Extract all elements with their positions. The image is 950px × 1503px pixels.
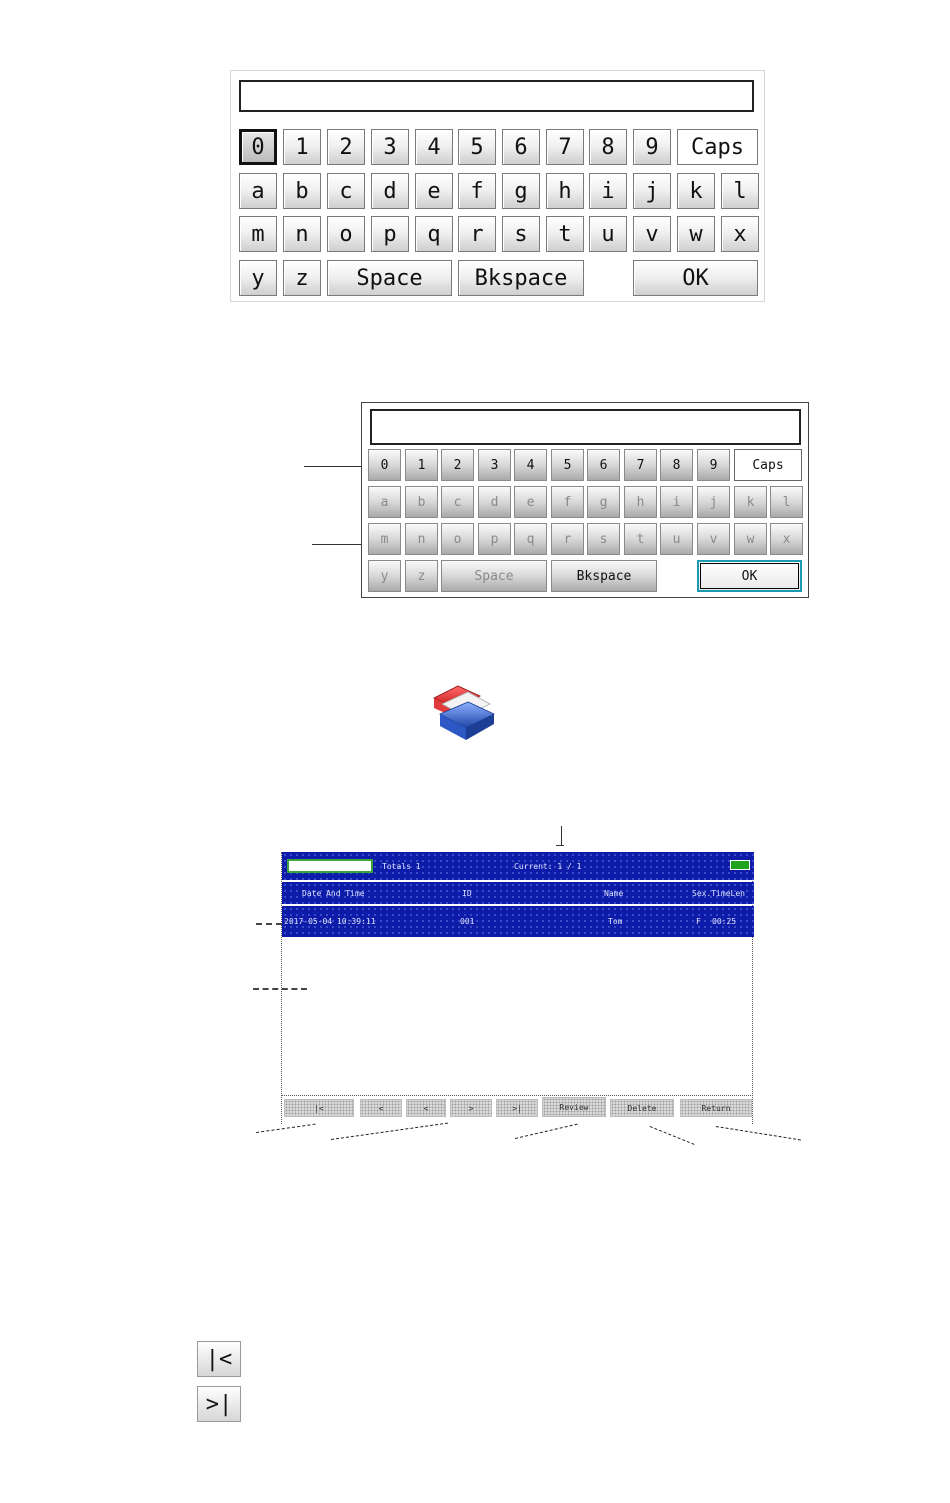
key-3[interactable]: 3: [478, 449, 511, 481]
table-row[interactable]: [282, 906, 754, 937]
key-4[interactable]: 4: [514, 449, 547, 481]
key-v[interactable]: v: [697, 523, 730, 555]
callout-line-btn2: [331, 1123, 448, 1140]
prev-button-2[interactable]: <: [406, 1099, 446, 1117]
row-sex: F: [696, 917, 701, 926]
key-7[interactable]: 7: [546, 129, 584, 165]
last-page-icon-button[interactable]: >|: [197, 1386, 241, 1422]
key-1[interactable]: 1: [283, 129, 321, 165]
key-m[interactable]: m: [368, 523, 401, 555]
key-7[interactable]: 7: [624, 449, 657, 481]
row-date: 2017-05-04 10:39:11: [284, 917, 376, 926]
first-page-icon-button[interactable]: |<: [197, 1341, 241, 1377]
backspace-key[interactable]: Bkspace: [551, 560, 657, 592]
space-key[interactable]: Space: [441, 560, 547, 592]
caps-key[interactable]: Caps: [677, 129, 758, 165]
records-folder-icon: [428, 684, 498, 746]
key-t[interactable]: t: [624, 523, 657, 555]
key-c[interactable]: c: [327, 173, 365, 209]
key-9[interactable]: 9: [633, 129, 671, 165]
key-3[interactable]: 3: [371, 129, 409, 165]
current-label: Current: 1 / 1: [514, 862, 582, 871]
column-id: ID: [462, 889, 472, 898]
callout-line-list: [253, 988, 307, 990]
key-k[interactable]: k: [677, 173, 715, 209]
key-s[interactable]: s: [587, 523, 620, 555]
callout-line-numbers: [304, 466, 366, 467]
key-e[interactable]: e: [415, 173, 453, 209]
backspace-key[interactable]: Bkspace: [458, 260, 584, 296]
key-s[interactable]: s: [502, 216, 540, 252]
column-header: [282, 882, 754, 904]
key-m[interactable]: m: [239, 216, 277, 252]
key-w[interactable]: w: [677, 216, 715, 252]
list-bottom-border: [281, 1095, 753, 1096]
key-h[interactable]: h: [624, 486, 657, 518]
callout-line-btn3: [515, 1124, 578, 1139]
column-sex-timelen: Sex.TimeLen: [692, 889, 745, 898]
caps-key[interactable]: Caps: [734, 449, 802, 481]
column-name: Name: [604, 889, 624, 898]
row-timelen: 00:25: [712, 917, 737, 926]
key-y[interactable]: y: [368, 560, 401, 592]
key-0[interactable]: 0: [239, 129, 277, 165]
key-4[interactable]: 4: [415, 129, 453, 165]
key-p[interactable]: p: [478, 523, 511, 555]
key-j[interactable]: j: [633, 173, 671, 209]
key-g[interactable]: g: [502, 173, 540, 209]
key-o[interactable]: o: [441, 523, 474, 555]
prev-page-button[interactable]: <: [360, 1099, 402, 1117]
key-8[interactable]: 8: [660, 449, 693, 481]
callout-line-top: [561, 826, 562, 846]
row-name: Tom: [608, 917, 623, 926]
totals-label: Totals 1: [382, 862, 421, 871]
key-a[interactable]: a: [368, 486, 401, 518]
first-page-button[interactable]: |<: [284, 1099, 354, 1117]
record-list-screen: [281, 852, 753, 1124]
key-f[interactable]: f: [551, 486, 584, 518]
return-button[interactable]: Return: [680, 1099, 752, 1117]
next-page-button[interactable]: >: [450, 1099, 492, 1117]
key-t[interactable]: t: [546, 216, 584, 252]
key-i[interactable]: i: [589, 173, 627, 209]
key-g[interactable]: g: [587, 486, 620, 518]
status-bar: [282, 852, 754, 880]
key-q[interactable]: q: [514, 523, 547, 555]
key-f[interactable]: f: [458, 173, 496, 209]
key-l[interactable]: l: [721, 173, 759, 209]
row-id: 001: [460, 917, 475, 926]
search-input[interactable]: [287, 859, 373, 873]
key-8[interactable]: 8: [589, 129, 627, 165]
key-0[interactable]: 0: [368, 449, 401, 481]
key-x[interactable]: x: [770, 523, 803, 555]
key-1[interactable]: 1: [405, 449, 438, 481]
callout-line-letters: [312, 544, 367, 545]
keyboard-compact-input-field[interactable]: [370, 409, 801, 445]
battery-icon: [730, 860, 750, 870]
delete-button[interactable]: Delete: [610, 1099, 674, 1117]
callout-line-btn5: [716, 1126, 801, 1140]
key-5[interactable]: 5: [458, 129, 496, 165]
key-h[interactable]: h: [546, 173, 584, 209]
key-d[interactable]: d: [371, 173, 409, 209]
key-z[interactable]: z: [405, 560, 438, 592]
key-i[interactable]: i: [660, 486, 693, 518]
key-6[interactable]: 6: [502, 129, 540, 165]
key-r[interactable]: r: [458, 216, 496, 252]
keyboard-input-field[interactable]: [239, 80, 754, 112]
key-u[interactable]: u: [660, 523, 693, 555]
key-b[interactable]: b: [283, 173, 321, 209]
ok-key[interactable]: OK: [633, 260, 758, 296]
key-n[interactable]: n: [283, 216, 321, 252]
key-w[interactable]: w: [734, 523, 767, 555]
key-v[interactable]: v: [633, 216, 671, 252]
key-2[interactable]: 2: [327, 129, 365, 165]
key-q[interactable]: q: [415, 216, 453, 252]
callout-line-btn1: [256, 1124, 316, 1133]
key-b[interactable]: b: [405, 486, 438, 518]
key-x[interactable]: x: [721, 216, 759, 252]
callout-line-btn4: [650, 1126, 695, 1145]
key-c[interactable]: c: [441, 486, 474, 518]
keyboard-compact: [361, 402, 809, 598]
key-p[interactable]: p: [371, 216, 409, 252]
last-page-button[interactable]: >|: [496, 1099, 538, 1117]
key-y[interactable]: y: [239, 260, 277, 296]
keyboard-full: [230, 70, 765, 302]
key-z[interactable]: z: [283, 260, 321, 296]
key-6[interactable]: 6: [587, 449, 620, 481]
key-5[interactable]: 5: [551, 449, 584, 481]
key-r[interactable]: r: [551, 523, 584, 555]
key-l[interactable]: l: [770, 486, 803, 518]
key-2[interactable]: 2: [441, 449, 474, 481]
column-date: Date And Time: [302, 889, 365, 898]
key-j[interactable]: j: [697, 486, 730, 518]
key-e[interactable]: e: [514, 486, 547, 518]
key-u[interactable]: u: [589, 216, 627, 252]
key-9[interactable]: 9: [697, 449, 730, 481]
key-n[interactable]: n: [405, 523, 438, 555]
key-a[interactable]: a: [239, 173, 277, 209]
callout-line-row: [256, 923, 282, 925]
key-o[interactable]: o: [327, 216, 365, 252]
callout-line-top-foot: [556, 845, 564, 846]
ok-key[interactable]: OK: [697, 560, 802, 592]
key-d[interactable]: d: [478, 486, 511, 518]
key-k[interactable]: k: [734, 486, 767, 518]
review-button[interactable]: Review: [542, 1097, 606, 1117]
space-key[interactable]: Space: [327, 260, 452, 296]
